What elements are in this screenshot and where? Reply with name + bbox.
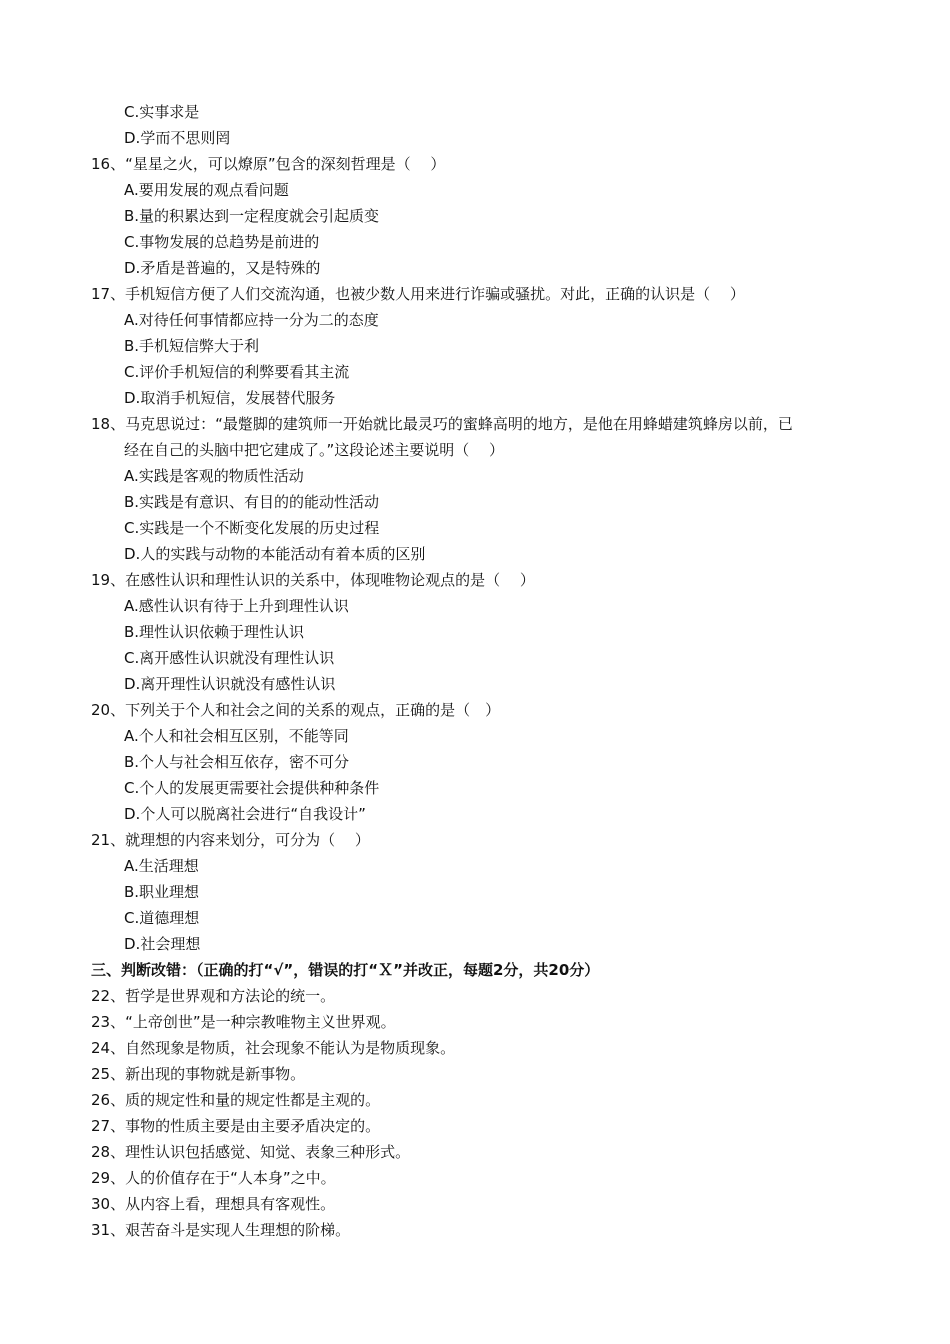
option-line: A.对待任何事情都应持一分为二的态度 — [124, 311, 379, 329]
section-heading: 三、判断改错：（正确的打“√”，错误的打“Ｘ”并改正，每题2分，共20分） — [91, 961, 600, 979]
question-line: 18、马克思说过：“最蹩脚的建筑师一开始就比最灵巧的蜜蜂高明的地方，是他在用蜂蜡建筑蜂房以前，已 — [91, 415, 793, 433]
option-line: C.事物发展的总趋势是前进的 — [124, 233, 320, 251]
question-line: 17、手机短信方便了人们交流沟通，也被少数人用来进行诈骗或骚扰。对此，正确的认识是（ ） — [91, 285, 745, 303]
question-line: 26、质的规定性和量的规定性都是主观的。 — [91, 1091, 381, 1109]
question-line: 29、人的价值存在于“人本身”之中。 — [91, 1169, 336, 1187]
question-line: 30、从内容上看，理想具有客观性。 — [91, 1195, 336, 1213]
option-line: D.学而不思则罔 — [124, 129, 231, 147]
question-line: 25、新出现的事物就是新事物。 — [91, 1065, 306, 1083]
question-line: 20、下列关于个人和社会之间的关系的观点，正确的是（ ） — [91, 701, 501, 719]
question-line: 16、“星星之火，可以燎原”包含的深刻哲理是（ ） — [91, 155, 446, 173]
option-line: B.理性认识依赖于理性认识 — [124, 623, 305, 641]
option-line: A.生活理想 — [124, 857, 199, 875]
option-line: C.评价手机短信的利弊要看其主流 — [124, 363, 350, 381]
option-line: A.实践是客观的物质性活动 — [124, 467, 304, 485]
question-continuation-line: 经在自己的头脑中把它建成了。”这段论述主要说明（ ） — [124, 441, 505, 459]
option-line: C.个人的发展更需要社会提供种种条件 — [124, 779, 380, 797]
option-line: B.个人与社会相互依存，密不可分 — [124, 753, 350, 771]
question-line: 27、事物的性质主要是由主要矛盾决定的。 — [91, 1117, 381, 1135]
option-line: D.矛盾是普遍的，又是特殊的 — [124, 259, 321, 277]
option-line: D.社会理想 — [124, 935, 201, 953]
option-line: B.职业理想 — [124, 883, 200, 901]
question-line: 22、哲学是世界观和方法论的统一。 — [91, 987, 336, 1005]
option-line: A.个人和社会相互区别，不能等同 — [124, 727, 349, 745]
question-line: 28、理性认识包括感觉、知觉、表象三种形式。 — [91, 1143, 411, 1161]
exam-text-body — [0, 99, 950, 1243]
question-line: 21、就理想的内容来划分，可分为（ ） — [91, 831, 370, 849]
option-line: B.实践是有意识、有目的的能动性活动 — [124, 493, 380, 511]
question-line: 19、在感性认识和理性认识的关系中，体现唯物论观点的是（ ） — [91, 571, 535, 589]
option-line: A.要用发展的观点看问题 — [124, 181, 289, 199]
option-line: C.道德理想 — [124, 909, 200, 927]
question-line: 24、自然现象是物质，社会现象不能认为是物质现象。 — [91, 1039, 456, 1057]
option-line: D.个人可以脱离社会进行“自我设计” — [124, 805, 366, 823]
option-line: A.感性认识有待于上升到理性认识 — [124, 597, 349, 615]
option-line: C.实践是一个不断变化发展的历史过程 — [124, 519, 380, 537]
option-line: B.量的积累达到一定程度就会引起质变 — [124, 207, 380, 225]
option-line: B.手机短信弊大于利 — [124, 337, 260, 355]
option-line: D.离开理性认识就没有感性认识 — [124, 675, 336, 693]
option-line: D.人的实践与动物的本能活动有着本质的区别 — [124, 545, 426, 563]
question-line: 31、艰苦奋斗是实现人生理想的阶梯。 — [91, 1221, 351, 1239]
option-line: C.实事求是 — [124, 103, 200, 121]
option-line: D.取消手机短信，发展替代服务 — [124, 389, 336, 407]
option-line: C.离开感性认识就没有理性认识 — [124, 649, 335, 667]
question-line: 23、“上帝创世”是一种宗教唯物主义世界观。 — [91, 1013, 396, 1031]
